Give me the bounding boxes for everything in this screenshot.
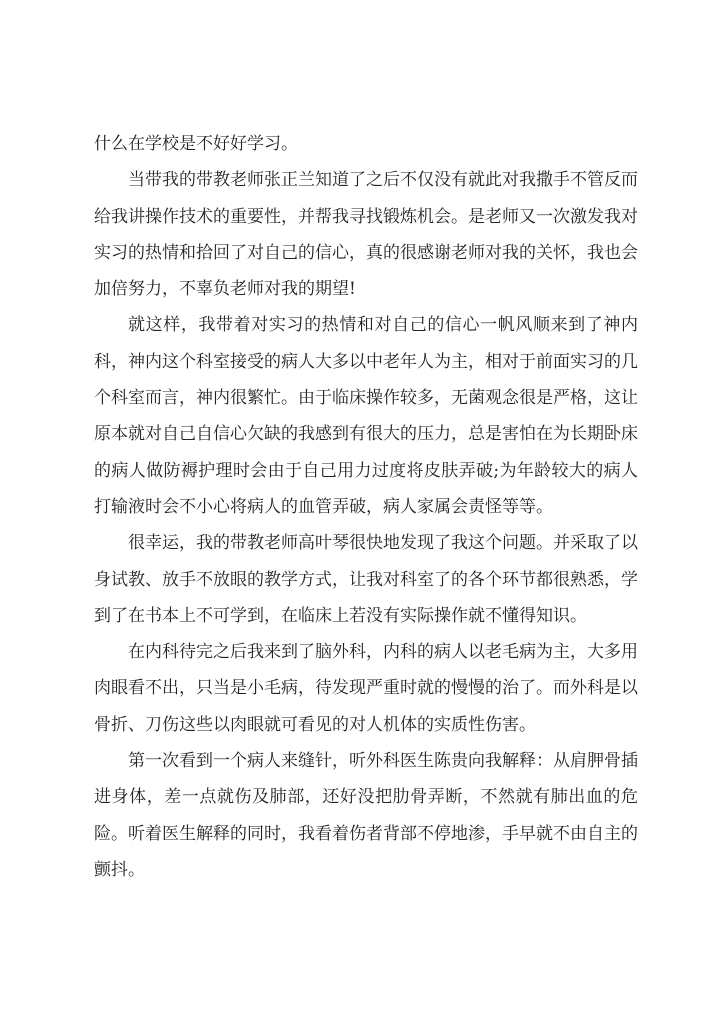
paragraph-3: 就这样，我带着对实习的热情和对自己的信心一帆风顺来到了神内科，神内这个科室接受的病人大多以中老年人为主，相对于前面实习的几个科室而言，神内很繁忙。由于临床操作较多，无菌观念很是严格，这让原本就对自己自信心欠缺的我感到有很大的压力，总是害怕在为长期卧床的病人做防褥护理时会由于自己用力过度将皮肤弄破;为年龄较大的病人打输液时会不小心将病人的血管弄破，病人家属会责怪等等。 [94, 315, 638, 517]
paragraph-6: 第一次看到一个病人来缝针，听外科医生陈贵向我解释：从肩胛骨插进身体，差一点就伤及肺部，还好没把肋骨弄断，不然就有肺出血的危险。听着医生解释的同时，我看着伤者背部不停地渗，手早就不由自主的颤抖。 [94, 751, 638, 880]
paragraph-5: 在内科待完之后我来到了脑外科，内科的病人以老毛病为主，大多用肉眼看不出，只当是小毛病，待发现严重时就的慢慢的治了。而外科是以骨折、刀伤这些以肉眼就可看见的对人机体的实质性伤害。 [94, 642, 638, 735]
paragraph-1-continuation: 什么在学校是不好好学习。 [94, 134, 298, 154]
paragraph-4: 很幸运，我的带教老师高叶琴很快地发现了我这个问题。并采取了以身试教、放手不放眼的教学方式，让我对科室了的各个环节都很熟悉，学到了在书本上不可学到，在临床上若没有实际操作就不懂得知识。 [94, 533, 638, 626]
paragraph-2: 当带我的带教老师张正兰知道了之后不仅没有就此对我撒手不管反而给我讲操作技术的重要性，并帮我寻找锻炼机会。是老师又一次激发我对实习的热情和拾回了对自己的信心，真的很感谢老师对我的关怀，我也会加倍努力，不辜负老师对我的期望! [94, 170, 638, 300]
document-body [94, 126, 638, 888]
